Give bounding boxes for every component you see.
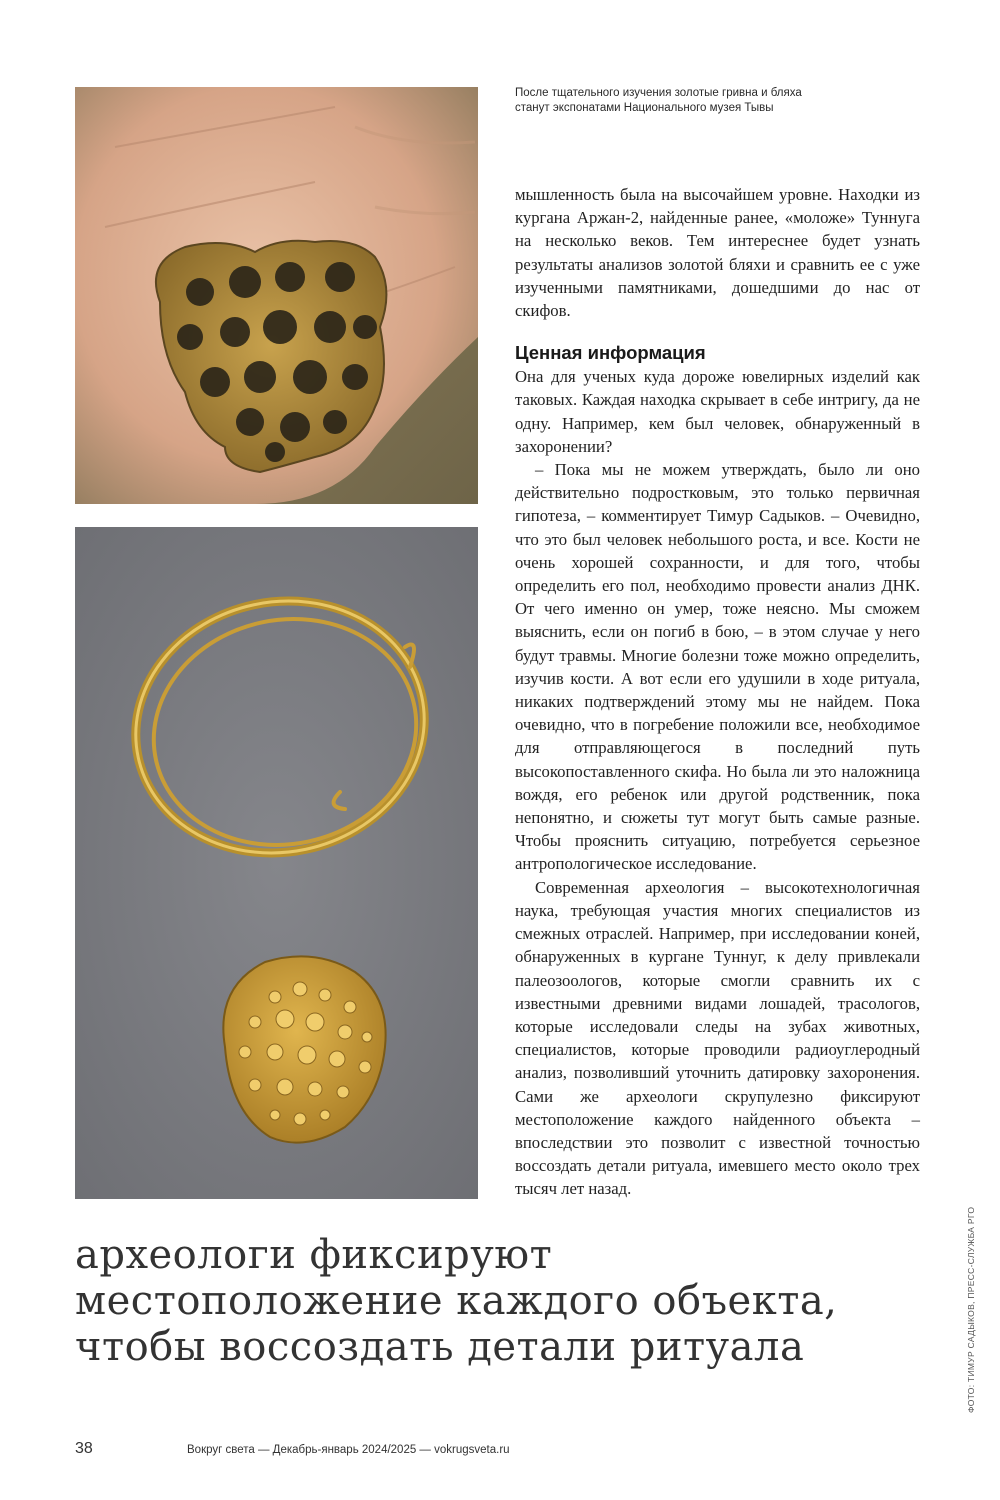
article-paragraph: Современная археология – высокотехнологичная наука, требующая участия многих специалистов из смежных отраслей. Например, при исследовании коней, обнаруженных в кургане Туннуг, к делу привлекали палеозоологов, которые смогли сравнить их с известными древними видами лошадей, трасологов, которые исследовали следы на зубах животных, специалистов, которые проводили радиоуглеродный анализ, позволивший уточнить датировку захоронения. Сами же археологи скрупулезно фиксируют местоположение каждого найденного объекта – впоследствии это позволит с известной точностью воссоздать детали ритуала, имевшего место около трех тысяч лет назад. [515, 877, 920, 1199]
photo-credit: ФОТО: ТИМУР САДЫКОВ, ПРЕСС-СЛУЖБА РГО [966, 1206, 976, 1413]
pull-quote [75, 1232, 955, 1370]
pull-quote-line: археологи фиксируют [75, 1232, 553, 1278]
page-footer [75, 1440, 775, 1464]
page-number: 38 [75, 1440, 93, 1457]
article-paragraph: – Пока мы не можем утверждать, было ли оно действительно подростковым, это только первичная гипотеза, – комментирует Тимур Садыков. – Очевидно, что это был человек небольшого роста, и все. Кости не очень хорошей сохранности, и для того, чтобы определить его пол, необходимо провести анализ ДНК. От чего именно он умер, тоже неясно. Мы сможем выяснить, если он погиб в бою, – в этом случае у него будут травмы. Многие болезни тоже можно определить, изучив кости. А вот если его удушили в ходе ритуала, никаких подтверждений этому мы не найдем. Пока очевидно, что в погребение положили все, необходимое для отправляющегося в последний путь высокопоставленного скифа. Но была ли это наложница вождя, его ребенок или другой родственник, пока непонятно, и сюжеты тут могут быть самые разные. Чтобы прояснить ситуацию, потребуется серьезное антропологическое исследование. [515, 460, 920, 874]
article-paragraph: мышленность была на высочайшем уровне. Находки из кургана Аржан-2, найденные ранее, «моложе» Туннуга на несколько веков. Тем интереснее будет узнать результаты анализов золотой бляхи и сравнить ее с уже изученными памятниками, дошедшими до нас от скифов. [515, 185, 920, 321]
photo-caption: После тщательного изучения золотые гривна и бляха станут экспонатами Национального музея Тывы [515, 87, 802, 114]
pull-quote-line: местоположение каждого объекта, [75, 1278, 838, 1324]
article-paragraph: Она для ученых куда дороже ювелирных изделий как таковых. Каждая находка скрывает в себе интригу, да не одну. Например, кем был человек, обнаруженный в захоронении? [515, 367, 920, 456]
photo-gold-torc-and-plaque [75, 527, 478, 1199]
publication-info: Вокруг света — Декабрь-январь 2024/2025 — vokrugsveta.ru [187, 1444, 510, 1456]
article-column [515, 183, 920, 1201]
photo-gold-plaque-in-hand [75, 87, 478, 504]
section-heading: Ценная информация [515, 342, 706, 364]
pull-quote-line: чтобы воссоздать детали ритуала [75, 1324, 805, 1370]
